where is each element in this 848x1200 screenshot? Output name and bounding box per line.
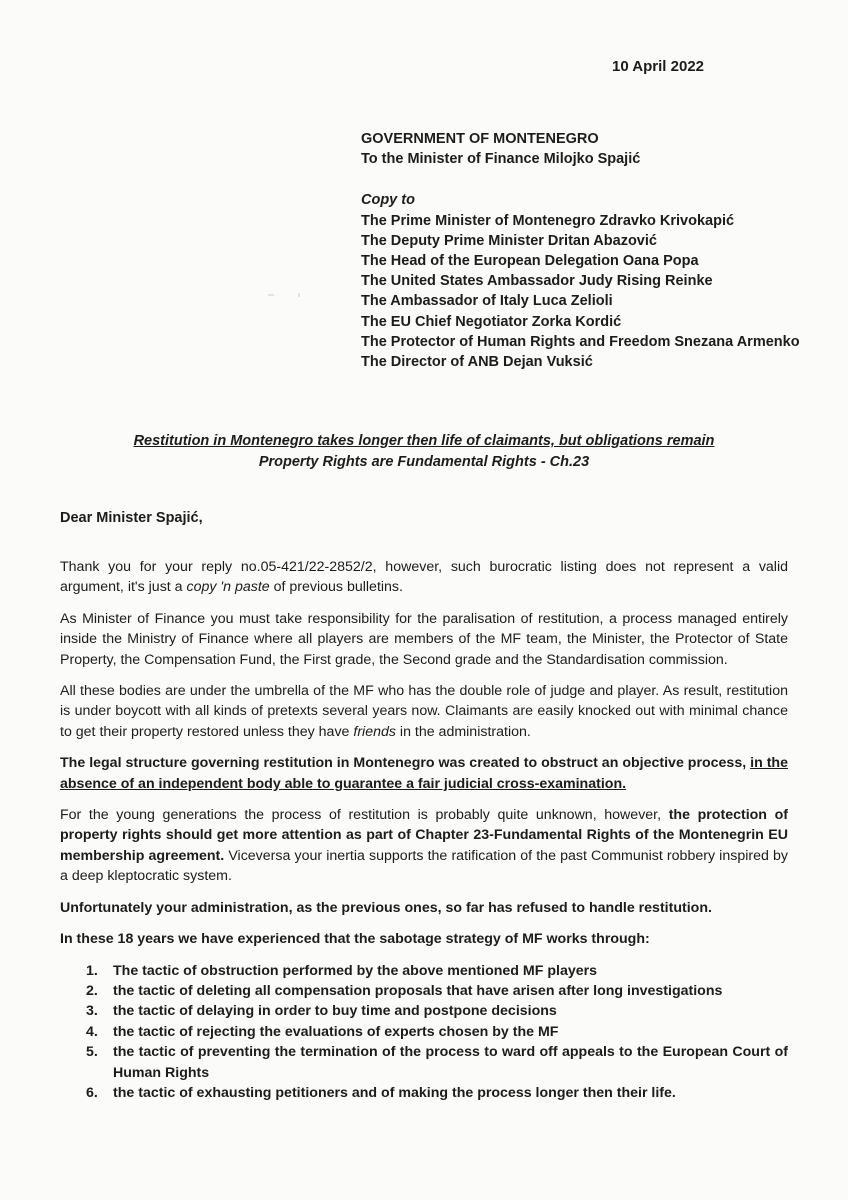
list-item [60, 1042, 788, 1083]
p5-bold: the protection of property rights should get more attention as part of Chapter 23-Fundamental Rights of the Montenegrin EU membership agreement. [60, 807, 788, 864]
paragraph-6: Unfortunately your administration, as the previous ones, so far has refused to handle restitution. [60, 899, 712, 916]
list-text: the tactic of delaying in order to buy time and postpone decisions [113, 1003, 557, 1020]
copy-recipient: The Protector of Human Rights and Freedom Snezana Armenko [361, 333, 800, 350]
salutation: Dear Minister Spajić, [60, 510, 203, 526]
copy-recipient: The Head of the European Delegation Oana Popa [361, 253, 699, 270]
address-block [361, 129, 800, 372]
list-text: The tactic of obstruction performed by the above mentioned MF players [113, 962, 598, 979]
list-text: the tactic of rejecting the evaluations of experts chosen by the MF [113, 1023, 559, 1040]
letter-date: 10 April 2022 [612, 58, 704, 75]
paragraph-7: In these 18 years we have experienced that the sabotage strategy of MF works through: [60, 931, 650, 948]
p1-text-end: of previous bulletins. [269, 579, 403, 596]
list-item [60, 961, 788, 981]
list-item [60, 981, 788, 1001]
p4-underline: in the absence of an independent body able to guarantee a fair judicial cross-examination. [60, 755, 788, 792]
list-number: 1. [86, 962, 98, 979]
subject-block [60, 431, 788, 473]
scan-smudge [268, 292, 308, 298]
list-item [60, 1083, 788, 1103]
p1-text: Thank you for your reply no.05-421/22-2852/2, however, such burocratic listing does not represent a valid argument, it's just a [60, 559, 788, 596]
copy-recipient: The Ambassador of Italy Luca Zelioli [361, 293, 613, 310]
p1-italic: copy 'n paste [186, 579, 270, 596]
list-number: 4. [86, 1023, 98, 1040]
p3-text-end: in the administration. [395, 723, 531, 740]
paragraph-4 [60, 753, 788, 794]
list-text: the tactic of preventing the termination of the process to ward off appeals to the European Court of Human Rights [113, 1044, 788, 1081]
copy-recipient: The Deputy Prime Minister Dritan Abazović [361, 232, 657, 249]
paragraph-2: As Minister of Finance you must take responsibility for the paralisation of restitution, a process managed entirely inside the Ministry of Finance where all players are members of the MF team, the Minister, the Protector of State Property, the Compensation Fund, the First grade, the Second grade and the Standardisation commission. [60, 610, 788, 668]
copy-recipient: The United States Ambassador Judy Rising Reinke [361, 273, 713, 290]
p5-text: For the young generations the process of restitution is probably quite unknown, however, [60, 807, 669, 824]
copy-recipient: The Director of ANB Dejan Vuksić [361, 354, 593, 371]
copy-recipient: The EU Chief Negotiator Zorka Kordić [361, 313, 622, 330]
p4-text: The legal structure governing restitution in Montenegro was created to obstruct an objective process, [60, 755, 751, 772]
list-text: the tactic of exhausting petitioners and of making the process longer then their life. [113, 1084, 676, 1101]
list-text: the tactic of deleting all compensation proposals that have arisen after long investigations [113, 982, 723, 999]
subject-line-1: Restitution in Montenegro takes longer then life of claimants, but obligations remain [133, 433, 715, 449]
copy-recipient: The Prime Minister of Montenegro Zdravko Krivokapić [361, 212, 735, 229]
recipient-government: GOVERNMENT OF MONTENEGRO [361, 131, 599, 147]
list-number: 3. [86, 1003, 98, 1020]
recipient-minister: To the Minister of Finance Milojko Spajić [361, 151, 641, 168]
p3-italic: friends [353, 723, 396, 740]
p3-text: All these bodies are under the umbrella of the MF who has the double role of judge and player. As result, restitution is under boycott with all kinds of pretexts several years now. Claimants are easily knocked out with minimal chance to get their property restored unless they have [60, 683, 788, 740]
list-item [60, 1001, 788, 1021]
list-number: 2. [86, 982, 98, 999]
list-item [60, 1022, 788, 1042]
p5-text-end: Viceversa your inertia supports the ratification of the past Communist robbery inspired by a deep kleptocratic system. [60, 847, 788, 885]
paragraph-3 [60, 681, 788, 742]
copy-to-label: Copy to [361, 192, 415, 209]
tactics-list [60, 961, 788, 1104]
paragraph-5 [60, 805, 788, 887]
letter-body [60, 557, 788, 1103]
subject-line-2: Property Rights are Fundamental Rights - Ch.23 [258, 454, 590, 470]
paragraph-1 [60, 557, 788, 598]
list-number: 6. [86, 1084, 98, 1101]
list-number: 5. [86, 1044, 98, 1061]
